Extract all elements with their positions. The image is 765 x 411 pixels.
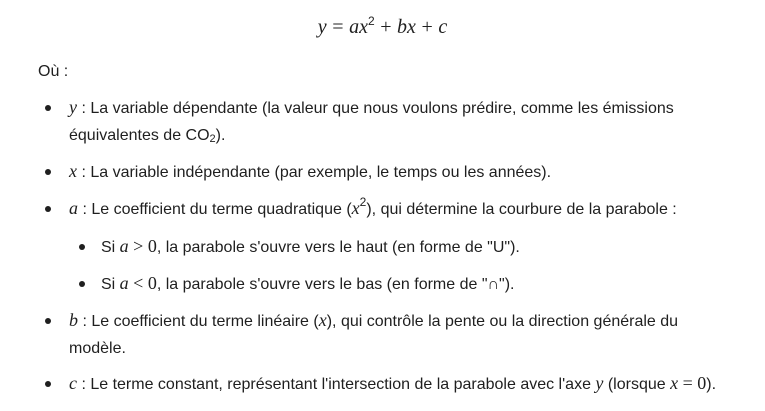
comparison: < 0 <box>128 273 157 293</box>
comparison: > 0 <box>128 236 157 256</box>
item-a-exponent: 2 <box>359 195 367 209</box>
item-a-x: x <box>351 198 360 218</box>
quadratic-formula <box>0 12 765 42</box>
formula-bx <box>397 16 416 38</box>
co2-subscript: 2 <box>209 133 216 145</box>
bullet <box>45 318 51 324</box>
symbol-c: c <box>69 373 77 393</box>
formula-c: c <box>438 16 448 38</box>
symbol-a: a <box>119 273 129 293</box>
formula-x: x <box>359 16 368 38</box>
bullet <box>45 105 51 111</box>
formula-plus-2: + <box>421 16 433 38</box>
formula-y: y <box>317 16 327 38</box>
bullet <box>79 281 85 287</box>
bullet <box>79 244 85 250</box>
item-b-text-1: : Le coefficient du terme linéaire ( <box>78 313 319 330</box>
sub-item-a-negative <box>101 270 741 298</box>
item-a-text-1: : Le coefficient du terme quadratique ( <box>78 201 352 218</box>
item-b-text-2: ), qui contrôle la pente ou la direction générale du modèle. <box>69 313 679 357</box>
item-c-text-2: (lorsque <box>603 376 671 393</box>
formula-exponent: 2 <box>367 14 375 28</box>
symbol-a: a <box>69 198 78 218</box>
list-item-b <box>69 307 739 362</box>
symbol-a: a <box>119 236 129 256</box>
formula-x-2: x <box>407 16 416 38</box>
list-item-c <box>69 370 759 398</box>
intro-label: Où : <box>38 63 69 80</box>
list-item-y <box>69 94 739 149</box>
item-y-text: : La variable dépendante (la valeur que nous voulons prédire, comme les émissions équivalentes de CO <box>69 100 674 144</box>
item-c-y: y <box>595 373 604 393</box>
formula-equals: = <box>332 16 344 38</box>
sub-item-text: , la parabole s'ouvre vers le haut (en forme de "U"). <box>156 239 520 256</box>
item-a-text-2: ), qui détermine la courbure de la parabole : <box>366 201 677 218</box>
sub-item-text: , la parabole s'ouvre vers le bas (en forme de "∩"). <box>156 276 515 293</box>
symbol-y: y <box>69 97 77 117</box>
item-c-x: x <box>670 373 679 393</box>
symbol-x: x <box>69 161 77 181</box>
item-c-text-3: ). <box>706 376 717 393</box>
item-c-text-1: : Le terme constant, représentant l'intersection de la parabole avec l'axe <box>77 376 596 393</box>
list-item-a <box>69 195 739 223</box>
formula-plus-1: + <box>380 16 392 38</box>
symbol-b: b <box>69 310 78 330</box>
formula-a: a <box>349 16 360 38</box>
sub-item-pre: Si <box>101 276 120 293</box>
list-item-x <box>69 158 739 186</box>
sub-item-pre: Si <box>101 239 120 256</box>
item-y-end: ). <box>215 127 226 144</box>
item-x-text: : La variable indépendante (par exemple, le temps ou les années). <box>77 164 552 181</box>
item-b-x: x <box>318 310 327 330</box>
item-c-equals-zero: = 0 <box>678 373 707 393</box>
bullet <box>45 381 51 387</box>
formula-b: b <box>397 16 408 38</box>
bullet <box>45 169 51 175</box>
sub-item-a-positive <box>101 233 741 261</box>
bullet <box>45 206 51 212</box>
